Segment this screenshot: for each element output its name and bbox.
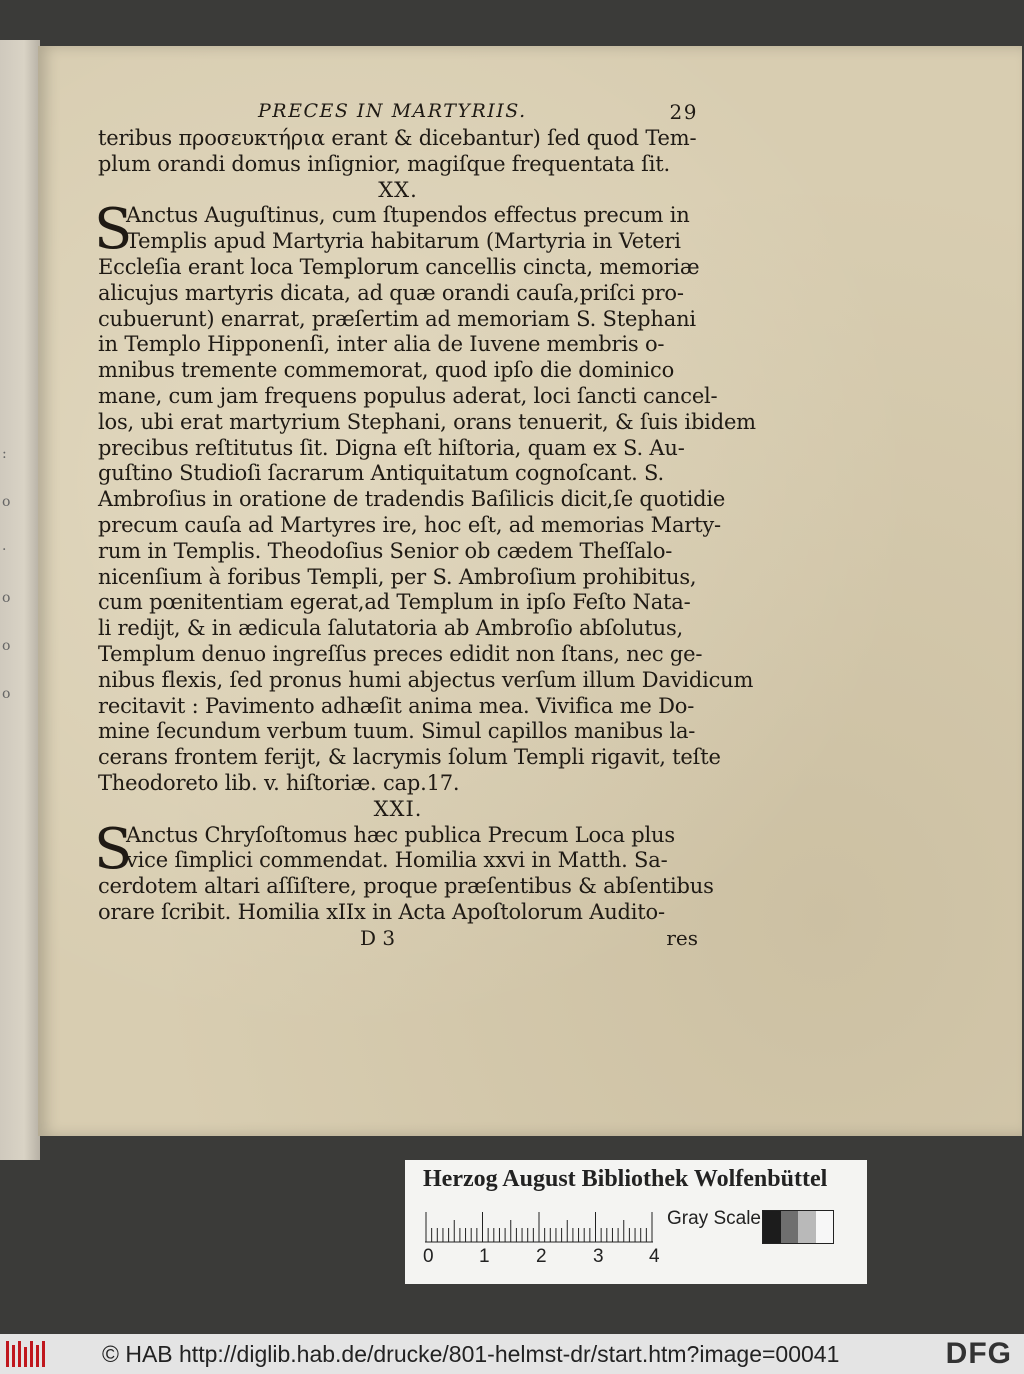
paragraph-xxi <box>94 816 714 926</box>
text-line: Theodoreto lib. v. hiſtoriæ. cap.17. <box>98 770 460 795</box>
ruler-number: 1 <box>479 1246 490 1267</box>
text-line: Ambroſius in oratione de tradendis Baſilicis dicit,ſe quotidie <box>98 487 726 512</box>
text-line: cerans frontem ferijt, & lacrymis ſolum Templi rigavit, teſte <box>98 745 721 770</box>
text-line: guſtino Studioſi ſacrarum Antiquitatum cognoſcant. S. <box>98 461 664 486</box>
text-line: precibus reſtitutus ſit. Digna eſt hiſtoria, quam ex S. Au- <box>98 435 685 460</box>
text-line: mine ſecundum verbum tuum. Simul capillos manibus la- <box>98 719 696 744</box>
intro-lines <box>98 126 698 178</box>
text-line: recitavit : Pavimento adhæſit anima mea. Vivifica me Do- <box>98 693 695 718</box>
gray-step <box>798 1211 816 1243</box>
copyright-url[interactable]: © HAB http://diglib.hab.de/drucke/801-helmst-dr/start.htm?image=00041 <box>102 1341 840 1367</box>
ruler-number: 4 <box>649 1246 660 1267</box>
text-line: teribus προσευκτήρια erant & dicebantur) ſed quod Tem- <box>98 126 697 150</box>
text-line: rum in Templis. Theodoſius Senior ob cædem Theſſalo- <box>98 538 673 563</box>
text-line: Anctus Auguſtinus, cum ſtupendos effectus precum in <box>126 203 690 228</box>
book-page <box>38 46 1022 1136</box>
page-edge-marks: : o · o o o <box>2 446 11 702</box>
text-line: alicujus martyris dicata, ad quæ orandi cauſa,priſci pro- <box>98 280 684 305</box>
text-line: nibus flexis, ſed pronus humi abjectus verſum illum Davidicum <box>98 667 754 692</box>
text-line: li redijt, & in ædicula ſalutatoria ab Ambroſio abſolutus, <box>98 616 684 641</box>
page-text <box>94 100 756 952</box>
text-line: mnibus tremente commemorat, quod ipſo die dominico <box>98 358 675 383</box>
text-line: in Templo Hipponenſi, inter alia de Iuvene membris o- <box>98 332 665 357</box>
library-color-card <box>405 1160 867 1284</box>
text-line: Eccleſia erant loca Templorum cancellis cincta, memoriæ <box>98 254 700 279</box>
text-line: Templis apud Martyria habitarum (Martyria in Veteri <box>126 229 681 254</box>
text-line: nicenſium à foribus Templi, per S. Ambroſium prohibitus, <box>98 564 697 589</box>
gray-step <box>763 1211 781 1243</box>
ruler-number: 0 <box>423 1246 434 1267</box>
hab-logo-icon <box>6 1339 48 1369</box>
dfg-logo: DFG <box>945 1337 1012 1370</box>
running-head-title: PRECES IN MARTYRIIS. <box>258 100 527 122</box>
ruler-scale <box>425 1206 655 1244</box>
running-head <box>98 100 698 126</box>
paragraph-xx <box>94 197 756 796</box>
text-line: cerdotem altari aſſiſtere, proque præſentibus & abſentibus <box>98 874 714 899</box>
ruler-number: 3 <box>593 1246 604 1267</box>
previous-page-edge <box>0 40 40 1160</box>
drop-cap: S <box>94 816 133 882</box>
gray-scale-label: Gray Scale <box>667 1208 761 1229</box>
signature-line <box>98 926 698 952</box>
text-line: mane, cum jam frequens populus aderat, loci ſancti cancel- <box>98 383 718 408</box>
catchword: res <box>666 925 698 950</box>
text-line: los, ubi erat martyrium Stephani, orans tenuerit, & ſuis ibidem <box>98 409 756 434</box>
drop-cap: S <box>94 197 133 263</box>
text-line: vice ſimplici commendat. Homilia xxvi in Matth. Sa- <box>126 848 668 873</box>
signature-mark: D 3 <box>360 925 396 950</box>
ruler-number: 2 <box>536 1246 547 1267</box>
footer-bar <box>0 1334 1024 1374</box>
text-line: orare ſcribit. Homilia xIIx in Acta Apoſtolorum Audito- <box>98 899 665 924</box>
text-line: cum pœnitentiam egerat,ad Templum in ipſo Feſto Nata- <box>98 590 691 615</box>
text-line: cubuerunt) enarrat, præſertim ad memoriam S. Stephani <box>98 306 696 331</box>
text-line: precum cauſa ad Martyres ire, hoc eſt, ad memorias Marty- <box>98 512 721 537</box>
text-line: Anctus Chryſoſtomus hæc publica Precum Loca plus <box>126 822 675 847</box>
gray-step <box>816 1211 834 1243</box>
library-name: Herzog August Bibliothek Wolfenbüttel <box>423 1166 828 1192</box>
text-line: Templum denuo ingreſſus preces edidit non ſtans, nec ge- <box>98 641 703 666</box>
section-heading-xx: XX. <box>378 177 418 202</box>
gray-step <box>781 1211 799 1243</box>
text-line: plum orandi domus inſignior, magiſque frequentata ſit. <box>98 151 670 176</box>
page-number: 29 <box>669 100 698 124</box>
section-heading-xxi: XXI. <box>373 796 423 821</box>
gray-scale-swatch <box>762 1210 834 1244</box>
